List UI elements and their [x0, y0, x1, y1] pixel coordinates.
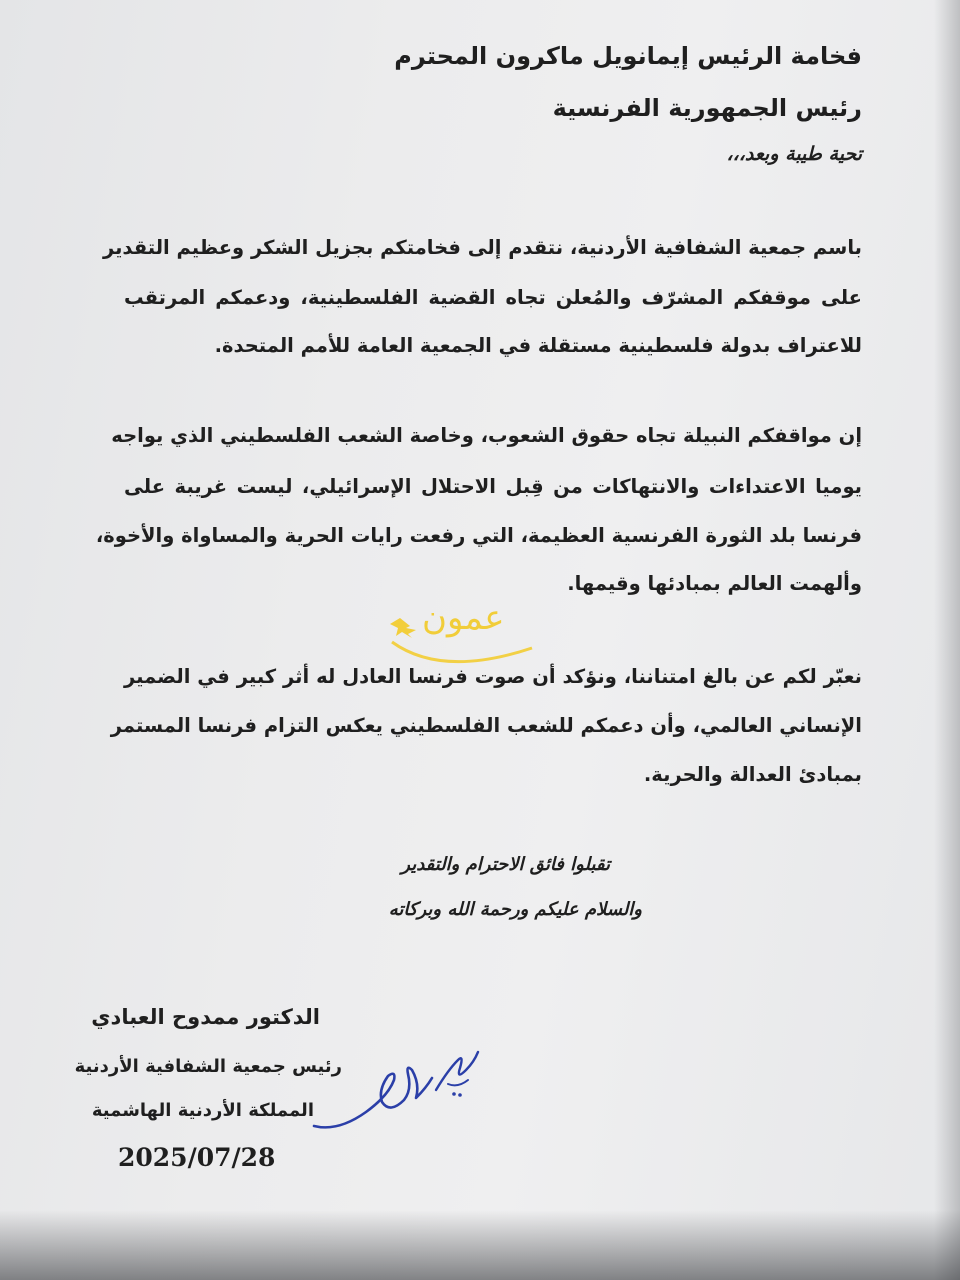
- paragraph-2-line-1: إن مواقفكم النبيلة تجاه حقوق الشعوب، وخاصة الشعب الفلسطيني الذي يواجه: [111, 424, 862, 447]
- watermark-text: عمون: [422, 598, 505, 638]
- signature-mark-icon: [308, 1040, 498, 1150]
- paragraph-2-line-2: يوميا الاعتداءات والانتهاكات من قِبل الاحتلال الإسرائيلي، ليست غريبة على: [124, 475, 862, 498]
- paragraph-1-line-3: للاعتراف بدولة فلسطينية مستقلة في الجمعية العامة للأمم المتحدة.: [214, 334, 862, 357]
- recipient-position: رئيس الجمهورية الفرنسية: [552, 94, 862, 122]
- paragraph-3-line-3: بمبادئ العدالة والحرية.: [643, 763, 862, 786]
- paragraph-3-line-2: الإنساني العالمي، وأن دعمكم للشعب الفلسطيني يعكس التزام فرنسا المستمر: [110, 714, 862, 737]
- paragraph-1-line-1: باسم جمعية الشفافية الأردنية، نتقدم إلى فخامتكم بجزيل الشكر وعظيم التقدير: [102, 236, 862, 259]
- signatory-role: رئيس جمعية الشفافية الأردنية: [74, 1056, 342, 1077]
- letter-date: 2025/07/28: [118, 1143, 276, 1172]
- recipient-title: فخامة الرئيس إيمانويل ماكرون المحترم: [394, 42, 862, 70]
- greeting: تحية طيبة وبعد،،،: [726, 143, 862, 165]
- signatory-country: المملكة الأردنية الهاشمية: [91, 1100, 314, 1121]
- ammon-watermark: [382, 598, 582, 678]
- handwritten-signature: [308, 1040, 498, 1150]
- paragraph-1-line-2: على موقفكم المشرّف والمُعلن تجاه القضية الفلسطينية، ودعمكم المرتقب: [124, 286, 862, 309]
- closing-respect: تقبلوا فائق الاحترام والتقدير: [401, 854, 610, 875]
- signatory-name: الدكتور ممدوح العبادي: [91, 1005, 320, 1029]
- closing-salutation: والسلام عليكم ورحمة الله وبركاته: [388, 899, 642, 920]
- paragraph-2-line-4: وألهمت العالم بمبادئها وقيمها.: [567, 572, 862, 595]
- paragraph-2-line-3: فرنسا بلد الثورة الفرنسية العظيمة، التي رفعت رايات الحرية والمساواة والأخوة،: [95, 524, 862, 547]
- page-bottom-shadow: [0, 1210, 960, 1280]
- page-edge-shade: [934, 0, 960, 1280]
- paragraph-3-line-1: نعبّر لكم عن بالغ امتناننا، ونؤكد أن صوت فرنسا العادل له أثر كبير في الضمير: [124, 665, 862, 688]
